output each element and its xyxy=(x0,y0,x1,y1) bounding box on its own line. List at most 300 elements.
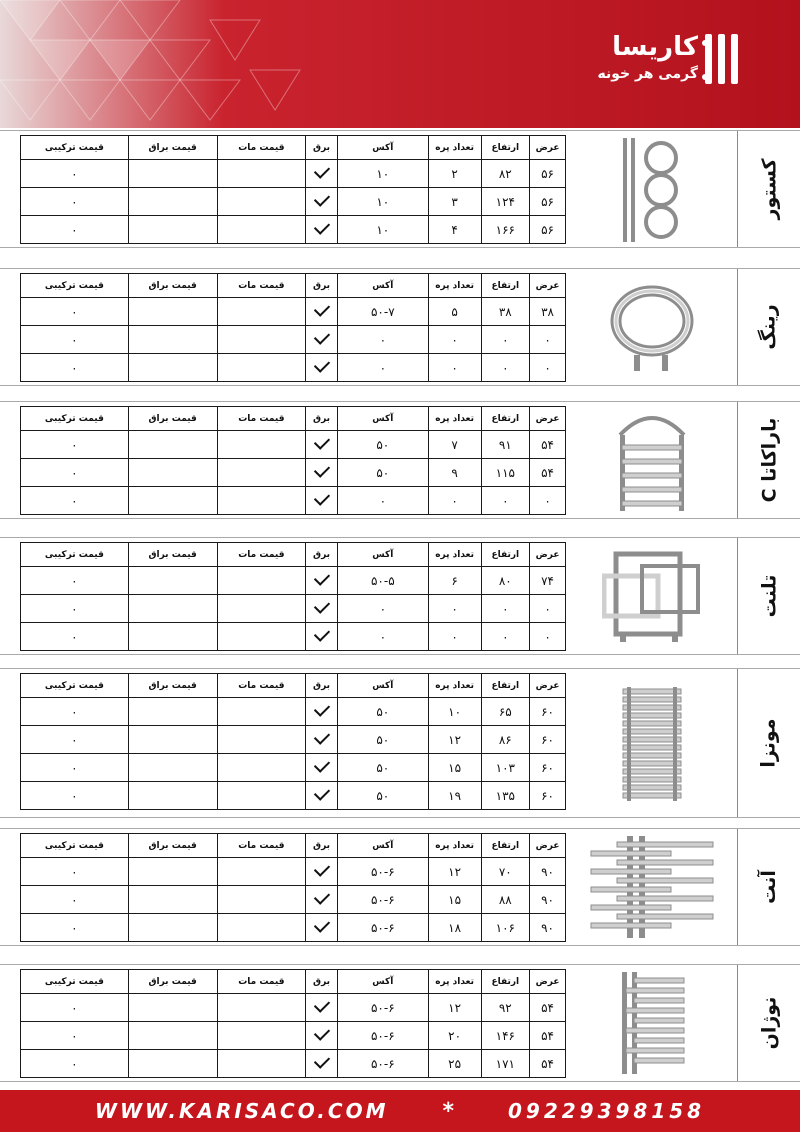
product-image xyxy=(567,269,737,385)
checkmark-icon xyxy=(313,700,329,716)
table-cell xyxy=(128,459,217,487)
electric-cell xyxy=(306,1050,338,1078)
electric-cell xyxy=(306,994,338,1022)
table-cell xyxy=(217,487,306,515)
table-cell: ۰ xyxy=(21,726,129,754)
table-cell: ۶۰ xyxy=(530,754,566,782)
table-cell xyxy=(128,886,217,914)
table-cell xyxy=(217,160,306,188)
table-cell: ۵۰-۶ xyxy=(337,914,428,942)
table-cell: ۰ xyxy=(21,698,129,726)
column-header: قیمت براق xyxy=(128,274,217,298)
table-cell: ۰ xyxy=(481,487,530,515)
column-header: عرض xyxy=(530,834,566,858)
table-cell: ۹۰ xyxy=(530,858,566,886)
table-cell: ۰ xyxy=(21,216,129,244)
product-block xyxy=(0,668,800,818)
table-row xyxy=(21,326,566,354)
table-cell: ۱۵ xyxy=(428,754,481,782)
table-cell xyxy=(128,914,217,942)
checkmark-icon xyxy=(313,569,329,585)
column-header: قیمت مات xyxy=(217,834,306,858)
checkmark-icon xyxy=(313,597,329,613)
table-cell: ۱۰ xyxy=(337,160,428,188)
electric-cell xyxy=(306,487,338,515)
table-cell: ۵۰-۶ xyxy=(337,858,428,886)
table-cell xyxy=(217,595,306,623)
checkmark-icon xyxy=(313,625,329,641)
radiator-barakata-icon xyxy=(612,405,692,515)
table-row xyxy=(21,726,566,754)
table-cell: ۵ xyxy=(428,298,481,326)
table-cell: ۰ xyxy=(481,623,530,651)
column-header: برق xyxy=(306,407,338,431)
electric-cell xyxy=(306,698,338,726)
table-cell xyxy=(128,595,217,623)
product-name: رینگ xyxy=(757,304,780,350)
electric-cell xyxy=(306,595,338,623)
column-header: قیمت ترکیبی xyxy=(21,970,129,994)
table-cell xyxy=(128,698,217,726)
column-header: برق xyxy=(306,970,338,994)
table-cell: ۶۰ xyxy=(530,726,566,754)
spec-table xyxy=(20,406,566,515)
product-name: آنت xyxy=(757,870,780,904)
table-cell: ۷ xyxy=(428,431,481,459)
table-row xyxy=(21,160,566,188)
electric-cell xyxy=(306,160,338,188)
table-cell: ۰ xyxy=(337,487,428,515)
checkmark-icon xyxy=(313,461,329,477)
table-cell xyxy=(217,459,306,487)
product-name-cell xyxy=(737,131,800,247)
table-row xyxy=(21,188,566,216)
checkmark-icon xyxy=(313,190,329,206)
table-header-row xyxy=(21,407,566,431)
electric-cell xyxy=(306,354,338,382)
column-header: قیمت ترکیبی xyxy=(21,674,129,698)
product-name: تلنت xyxy=(757,574,780,618)
table-cell: ۰ xyxy=(530,326,566,354)
column-header: تعداد پره xyxy=(428,834,481,858)
product-name-cell xyxy=(737,669,800,817)
table-cell: ۵۰-۶ xyxy=(337,1050,428,1078)
column-header: قیمت براق xyxy=(128,543,217,567)
table-cell xyxy=(128,754,217,782)
checkmark-icon xyxy=(313,1024,329,1040)
table-cell: ۰ xyxy=(530,595,566,623)
table-cell: ۱۷۱ xyxy=(481,1050,530,1078)
electric-cell xyxy=(306,858,338,886)
column-header: قیمت ترکیبی xyxy=(21,543,129,567)
table-cell: ۵۰ xyxy=(337,431,428,459)
phone-number[interactable]: 09229398158 xyxy=(507,1099,706,1123)
column-header: تعداد پره xyxy=(428,674,481,698)
checkmark-icon xyxy=(313,433,329,449)
electric-cell xyxy=(306,431,338,459)
table-header-row xyxy=(21,674,566,698)
table-cell xyxy=(128,431,217,459)
table-cell xyxy=(217,726,306,754)
table-cell: ۶۰ xyxy=(530,782,566,810)
table-cell xyxy=(217,567,306,595)
table-cell: ۴ xyxy=(428,216,481,244)
table-cell: ۵۴ xyxy=(530,431,566,459)
radiator-ring-icon xyxy=(602,277,702,377)
table-cell: ۰ xyxy=(21,994,129,1022)
table-cell: ۵۰ xyxy=(337,726,428,754)
table-cell: ۰ xyxy=(530,487,566,515)
column-header: ارتفاع xyxy=(481,274,530,298)
column-header: قیمت براق xyxy=(128,970,217,994)
checkmark-icon xyxy=(313,784,329,800)
column-header: قیمت مات xyxy=(217,543,306,567)
column-header: آکس xyxy=(337,970,428,994)
header-banner xyxy=(0,0,800,128)
table-cell: ۵۰-۶ xyxy=(337,886,428,914)
spec-table xyxy=(20,273,566,382)
table-cell: ۵۶ xyxy=(530,160,566,188)
electric-cell xyxy=(306,1022,338,1050)
product-image xyxy=(567,669,737,817)
table-cell: ۰ xyxy=(481,595,530,623)
table-row xyxy=(21,487,566,515)
table-row xyxy=(21,623,566,651)
column-header: برق xyxy=(306,834,338,858)
table-cell: ۰ xyxy=(337,623,428,651)
column-header: قیمت ترکیبی xyxy=(21,136,129,160)
table-cell xyxy=(217,698,306,726)
table-cell xyxy=(217,754,306,782)
table-cell: ۵۰ xyxy=(337,459,428,487)
column-header: آکس xyxy=(337,543,428,567)
brand-logo xyxy=(558,26,738,92)
table-cell: ۰ xyxy=(21,160,129,188)
table-row xyxy=(21,216,566,244)
table-row xyxy=(21,858,566,886)
table-cell: ۵۴ xyxy=(530,1022,566,1050)
column-header: تعداد پره xyxy=(428,543,481,567)
table-cell: ۱۵ xyxy=(428,886,481,914)
table-cell: ۰ xyxy=(21,487,129,515)
table-cell: ۰ xyxy=(21,431,129,459)
table-cell: ۵۰-۶ xyxy=(337,994,428,1022)
checkmark-icon xyxy=(313,300,329,316)
table-row xyxy=(21,298,566,326)
column-header: قیمت براق xyxy=(128,136,217,160)
column-header: ارتفاع xyxy=(481,674,530,698)
table-cell xyxy=(217,188,306,216)
table-cell xyxy=(128,354,217,382)
checkmark-icon xyxy=(313,860,329,876)
table-cell: ۶ xyxy=(428,567,481,595)
table-row xyxy=(21,782,566,810)
table-cell xyxy=(217,354,306,382)
table-cell: ۰ xyxy=(337,354,428,382)
table-cell: ۰ xyxy=(21,459,129,487)
product-block xyxy=(0,130,800,248)
product-image xyxy=(567,131,737,247)
table-cell xyxy=(128,487,217,515)
checkmark-icon xyxy=(313,489,329,505)
electric-cell xyxy=(306,914,338,942)
table-cell xyxy=(128,160,217,188)
table-cell: ۵۰ xyxy=(337,698,428,726)
table-cell xyxy=(128,994,217,1022)
table-cell: ۸۲ xyxy=(481,160,530,188)
table-header-row xyxy=(21,274,566,298)
table-cell xyxy=(217,298,306,326)
column-header: ارتفاع xyxy=(481,970,530,994)
product-name: مونزا xyxy=(758,718,780,768)
table-row xyxy=(21,567,566,595)
table-cell: ۰ xyxy=(428,326,481,354)
table-cell xyxy=(128,326,217,354)
table-cell: ۱۰ xyxy=(337,188,428,216)
checkmark-icon xyxy=(313,756,329,772)
table-cell: ۹۱ xyxy=(481,431,530,459)
table-cell: ۰ xyxy=(530,623,566,651)
column-header: برق xyxy=(306,274,338,298)
checkmark-icon xyxy=(313,356,329,372)
table-cell xyxy=(217,1050,306,1078)
table-cell: ۱۱۵ xyxy=(481,459,530,487)
table-cell xyxy=(217,623,306,651)
column-header: قیمت براق xyxy=(128,674,217,698)
spec-table xyxy=(20,969,566,1078)
spec-table xyxy=(20,135,566,244)
table-cell: ۸۰ xyxy=(481,567,530,595)
column-header: عرض xyxy=(530,674,566,698)
table-cell: ۱۸ xyxy=(428,914,481,942)
table-cell: ۰ xyxy=(21,567,129,595)
column-header: آکس xyxy=(337,274,428,298)
column-header: قیمت مات xyxy=(217,407,306,431)
radiator-ant-icon xyxy=(587,832,717,942)
table-cell: ۰ xyxy=(21,914,129,942)
product-name-cell xyxy=(737,965,800,1081)
table-cell: ۰ xyxy=(428,354,481,382)
table-cell: ۱۰۶ xyxy=(481,914,530,942)
product-name-cell xyxy=(737,538,800,654)
table-cell xyxy=(128,1050,217,1078)
brand-name: کاریسا xyxy=(612,32,698,62)
table-cell: ۰ xyxy=(21,858,129,886)
column-header: ارتفاع xyxy=(481,834,530,858)
table-header-row xyxy=(21,834,566,858)
electric-cell xyxy=(306,567,338,595)
product-block xyxy=(0,268,800,386)
table-row xyxy=(21,886,566,914)
table-row xyxy=(21,698,566,726)
table-cell: ۵۶ xyxy=(530,188,566,216)
product-image xyxy=(567,538,737,654)
table-cell: ۵۰ xyxy=(337,782,428,810)
checkmark-icon xyxy=(313,888,329,904)
table-cell: ۱۶۶ xyxy=(481,216,530,244)
table-cell: ۵۰-۵ xyxy=(337,567,428,595)
electric-cell xyxy=(306,216,338,244)
checkmark-icon xyxy=(313,328,329,344)
table-cell xyxy=(217,994,306,1022)
column-header: آکس xyxy=(337,674,428,698)
table-cell xyxy=(128,188,217,216)
table-cell xyxy=(128,726,217,754)
table-row xyxy=(21,431,566,459)
table-cell: ۸۶ xyxy=(481,726,530,754)
table-row xyxy=(21,754,566,782)
column-header: قیمت مات xyxy=(217,970,306,994)
column-header: قیمت مات xyxy=(217,136,306,160)
table-cell: ۵۴ xyxy=(530,459,566,487)
table-cell: ۰ xyxy=(428,595,481,623)
column-header: آکس xyxy=(337,407,428,431)
electric-cell xyxy=(306,754,338,782)
table-header-row xyxy=(21,970,566,994)
product-name: نوژان xyxy=(758,996,780,1050)
column-header: آکس xyxy=(337,834,428,858)
column-header: ارتفاع xyxy=(481,136,530,160)
table-cell: ۰ xyxy=(481,354,530,382)
table-cell xyxy=(217,216,306,244)
table-cell: ۰ xyxy=(21,354,129,382)
radiator-talent-icon xyxy=(602,546,702,646)
spec-table xyxy=(20,542,566,651)
table-cell: ۷۰ xyxy=(481,858,530,886)
column-header: عرض xyxy=(530,970,566,994)
column-header: عرض xyxy=(530,136,566,160)
table-cell: ۰ xyxy=(21,754,129,782)
product-name-cell xyxy=(737,269,800,385)
checkmark-icon xyxy=(313,218,329,234)
table-cell xyxy=(217,431,306,459)
table-cell: ۶۰ xyxy=(530,698,566,726)
table-cell: ۵۴ xyxy=(530,1050,566,1078)
column-header: تعداد پره xyxy=(428,136,481,160)
electric-cell xyxy=(306,298,338,326)
table-cell: ۰ xyxy=(337,595,428,623)
radiator-castor-icon xyxy=(617,134,687,244)
table-cell xyxy=(128,216,217,244)
table-cell: ۹ xyxy=(428,459,481,487)
logo-dot-icon xyxy=(702,40,708,46)
electric-cell xyxy=(306,726,338,754)
table-cell: ۰ xyxy=(481,326,530,354)
column-header: قیمت ترکیبی xyxy=(21,834,129,858)
table-cell: ۰ xyxy=(337,326,428,354)
table-cell: ۱۴۶ xyxy=(481,1022,530,1050)
product-block xyxy=(0,964,800,1082)
checkmark-icon xyxy=(313,728,329,744)
product-name-cell xyxy=(737,402,800,518)
table-cell: ۰ xyxy=(21,623,129,651)
table-row xyxy=(21,1050,566,1078)
checkmark-icon xyxy=(313,162,329,178)
table-cell: ۰ xyxy=(21,782,129,810)
radiator-monza-icon xyxy=(617,683,687,803)
column-header: قیمت ترکیبی xyxy=(21,274,129,298)
table-cell: ۹۰ xyxy=(530,886,566,914)
table-cell: ۰ xyxy=(21,188,129,216)
table-row xyxy=(21,595,566,623)
table-cell: ۵۰ xyxy=(337,754,428,782)
table-cell xyxy=(128,782,217,810)
table-cell: ۰ xyxy=(21,595,129,623)
checkmark-icon xyxy=(313,916,329,932)
brand-tagline: گرمی هر خونه xyxy=(597,66,698,82)
table-cell: ۰ xyxy=(21,1050,129,1078)
table-cell xyxy=(217,914,306,942)
table-cell xyxy=(128,858,217,886)
logo-bars-icon xyxy=(705,34,738,84)
electric-cell xyxy=(306,782,338,810)
table-header-row xyxy=(21,543,566,567)
table-cell: ۵۶ xyxy=(530,216,566,244)
table-row xyxy=(21,354,566,382)
table-cell xyxy=(217,782,306,810)
table-cell: ۱۲۴ xyxy=(481,188,530,216)
electric-cell xyxy=(306,623,338,651)
table-cell: ۳ xyxy=(428,188,481,216)
electric-cell xyxy=(306,459,338,487)
logo-dot-icon xyxy=(702,74,708,80)
column-header: قیمت ترکیبی xyxy=(21,407,129,431)
product-image xyxy=(567,402,737,518)
column-header: ارتفاع xyxy=(481,407,530,431)
product-block xyxy=(0,537,800,655)
table-cell: ۰ xyxy=(21,886,129,914)
column-header: ارتفاع xyxy=(481,543,530,567)
column-header: قیمت براق xyxy=(128,834,217,858)
table-cell: ۱۳۵ xyxy=(481,782,530,810)
table-cell: ۰ xyxy=(428,623,481,651)
spec-table xyxy=(20,673,566,810)
product-name: کستور xyxy=(758,158,780,220)
table-cell: ۹۰ xyxy=(530,914,566,942)
table-cell xyxy=(217,858,306,886)
column-header: تعداد پره xyxy=(428,407,481,431)
column-header: قیمت براق xyxy=(128,407,217,431)
table-header-row xyxy=(21,136,566,160)
table-cell xyxy=(128,567,217,595)
product-block xyxy=(0,401,800,519)
geometric-pattern xyxy=(0,0,360,128)
table-cell: ۷۴ xyxy=(530,567,566,595)
table-cell: ۰ xyxy=(21,298,129,326)
table-cell: ۸۸ xyxy=(481,886,530,914)
table-cell: ۳۸ xyxy=(530,298,566,326)
column-header: عرض xyxy=(530,274,566,298)
table-cell: ۰ xyxy=(21,326,129,354)
table-row xyxy=(21,459,566,487)
product-image xyxy=(567,965,737,1081)
electric-cell xyxy=(306,188,338,216)
table-cell xyxy=(217,326,306,354)
table-cell: ۱۰ xyxy=(428,698,481,726)
column-header: عرض xyxy=(530,407,566,431)
table-row xyxy=(21,994,566,1022)
product-image xyxy=(567,829,737,945)
column-header: برق xyxy=(306,674,338,698)
separator-star: * xyxy=(442,1098,454,1124)
table-cell: ۱۲ xyxy=(428,726,481,754)
website-link[interactable]: WWW.KARISACO.COM xyxy=(94,1099,389,1123)
table-cell: ۲۵ xyxy=(428,1050,481,1078)
table-cell: ۰ xyxy=(530,354,566,382)
column-header: عرض xyxy=(530,543,566,567)
table-cell: ۰ xyxy=(428,487,481,515)
table-cell: ۹۲ xyxy=(481,994,530,1022)
